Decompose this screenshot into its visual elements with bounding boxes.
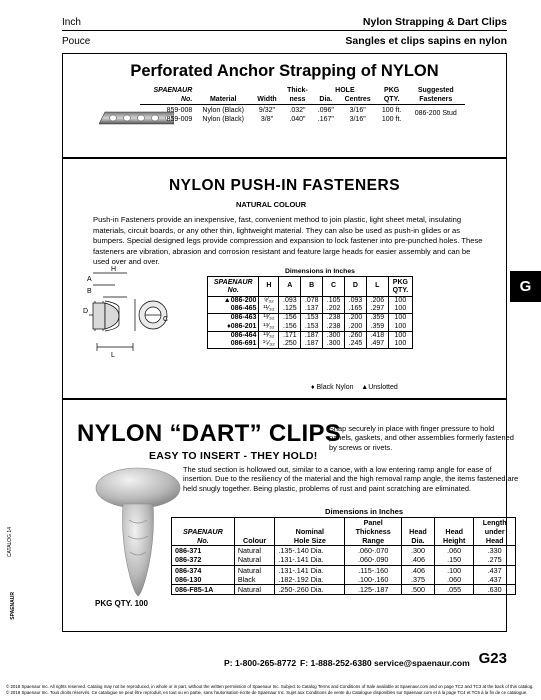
dim-l: .297	[366, 305, 388, 314]
legend-black-nylon: ♦ Black Nylon	[311, 384, 354, 391]
dim-l: .418	[366, 331, 388, 340]
part-number: ♦086-201	[208, 323, 259, 332]
dart-section	[62, 399, 519, 632]
colour: Natural	[234, 585, 275, 595]
dim-b: .137	[301, 305, 323, 314]
col-no: No.	[197, 536, 209, 545]
nominal-hole-size: .131-.141 Dia.	[275, 565, 345, 575]
col-length-a: Length	[482, 518, 507, 527]
head-height: .060	[434, 546, 473, 556]
nominal-hole-size: .135-.140 Dia.	[275, 546, 345, 556]
label-a: A	[87, 276, 92, 283]
col-spaenaur: SPAENAUR	[213, 279, 253, 286]
table-row	[172, 555, 516, 565]
header-divider	[62, 30, 507, 31]
pkg-qty: 100 ft.	[381, 107, 402, 114]
dim-c: .202	[323, 305, 345, 314]
label-h: H	[111, 266, 117, 273]
pushin-title: NYLON PUSH-IN FASTENERS	[168, 177, 401, 194]
pkg-qty: 100 ft.	[381, 115, 402, 123]
dim-b: .153	[301, 323, 323, 332]
col-width: Width	[252, 96, 282, 105]
dim-h: ¹¹⁄₃₂	[259, 305, 279, 314]
pushin-subtitle: NATURAL COLOUR	[236, 200, 307, 209]
material: Nylon (Black)	[202, 107, 245, 114]
label-d: D	[83, 308, 89, 315]
part-number: 086-372	[172, 555, 235, 565]
col-colour: Colour	[234, 518, 275, 546]
dim-a: .171	[279, 331, 301, 340]
table-row	[172, 585, 516, 595]
hole-dia: .096"	[317, 107, 334, 114]
dart-description-1: Snap securely in place with finger pressure to hold panels, gaskets, and other assemblies formerly fastened by screws or rivets.	[329, 424, 514, 452]
col-spaenaur: SPAENAUR	[153, 87, 193, 94]
length-under-head: .437	[474, 565, 516, 575]
pushin-section	[62, 158, 507, 399]
page-number: G23	[478, 650, 507, 667]
pushin-table	[207, 276, 413, 349]
legend-unslotted: ▲Unslotted	[361, 384, 398, 391]
dim-h: ¹³⁄₃₂	[259, 314, 279, 323]
length-under-head: .437	[474, 575, 516, 585]
dim-a: .250	[279, 340, 301, 349]
length-under-head: .630	[474, 585, 516, 595]
footer-legal: © 2018 Spaenaur Inc. All rights reserved. Catalog may not be reproduced, in whole or in part, without the written permission of Spaenaur Inc. Subject to Catalog Terms and Conditions of Sale available at Spaenaur.com and on page TC2 and TC3 at the back of this catalog. © 2018 Spaenaur Inc. Tous droits réservés. Ce catalogue ne peut être reproduit, en tout ou en partie, sans l'autorisation écrite de Spaenaur Inc. Sujet aux Conditions de vente du Catalogue disponibles sur Spaenaur.com et à la page TC4 et TC5 à la fin de ce catalogue.	[6, 684, 534, 695]
header-title-en: Nylon Strapping & Dart Clips	[362, 16, 507, 28]
head-dia: .375	[401, 575, 434, 585]
dim-l: .359	[366, 323, 388, 332]
col-no: No.	[140, 96, 194, 105]
col-no: No.	[227, 286, 239, 294]
part-number: 859-009	[166, 115, 193, 123]
table-row	[172, 565, 516, 575]
dim-c: .238	[323, 323, 345, 332]
col-dia: Dia.	[313, 96, 339, 105]
dim-b: .153	[301, 314, 323, 323]
section-tab-g: G	[510, 271, 541, 302]
nominal-hole-size: .131-.141 Dia.	[275, 555, 345, 565]
head-dia: .500	[401, 585, 434, 595]
dart-description-2: The stud section is hollowed out, similar to a canoe, with a low entering ramp angle for ease of insertion. Due to the resiliency of the material and the high removal ramp angle, the items fastened are held snugly together. Being plastic, problems of rust and paint scratching are eliminated.	[183, 465, 519, 493]
head-height: .060	[434, 575, 473, 585]
dim-d: .093	[345, 297, 367, 306]
col-l: L	[366, 277, 388, 297]
contact-email[interactable]: service@spaenaur.com	[374, 658, 470, 668]
col-nominal	[275, 518, 345, 546]
part-number: 086-463	[208, 314, 259, 323]
dim-h: ¹³⁄₃₂	[259, 323, 279, 332]
table-row	[208, 314, 413, 323]
dim-d: .200	[345, 314, 367, 323]
head-height: .150	[434, 555, 473, 565]
table-row	[172, 575, 516, 585]
strapping-table	[140, 87, 465, 124]
nominal-hole-size: .250-.260 Dia.	[275, 585, 345, 595]
col-panel	[345, 518, 402, 546]
panel-thickness: .060-.070	[345, 546, 402, 556]
material: Nylon (Black)	[202, 115, 245, 123]
length-under-head: .275	[474, 555, 516, 565]
col-pkg: PKG	[392, 279, 408, 286]
dim-a: .156	[279, 323, 301, 332]
col-centres: Centres	[339, 96, 377, 105]
col-length	[474, 518, 516, 546]
colour: Natural	[234, 565, 275, 575]
col-head-dia-a: Head	[409, 527, 427, 536]
col-qty: QTY.	[377, 96, 407, 105]
strapping-title: Perforated Anchor Strapping of NYLON	[130, 62, 439, 80]
head-height: .055	[434, 585, 473, 595]
width: 3/8"	[260, 115, 274, 123]
col-suggested: Suggested	[417, 87, 454, 94]
head-dia: .406	[401, 555, 434, 565]
dim-b: .187	[301, 331, 323, 340]
col-spaenaur: SPAENAUR	[183, 527, 223, 536]
col-panel-c: Range	[362, 536, 385, 545]
col-panel-a: Panel	[363, 518, 383, 527]
side-brand: SPAENAUR	[10, 592, 16, 620]
hole-centres: 3/16"	[349, 107, 366, 114]
colour: Black	[234, 575, 275, 585]
col-length-b: under	[484, 527, 505, 536]
col-head-height-b: Height	[443, 536, 466, 545]
dim-d: .200	[345, 323, 367, 332]
part-number: 086-371	[172, 546, 235, 556]
label-l: L	[111, 352, 115, 359]
table-row	[208, 297, 413, 306]
col-head-dia	[401, 518, 434, 546]
table-row	[208, 331, 413, 340]
col-head-dia-b: Dia.	[411, 536, 425, 545]
head-dia: .406	[401, 565, 434, 575]
contact-phone: P: 1-800-265-8772	[224, 658, 297, 668]
header-title-fr: Sangles et clips sapins en nylon	[345, 35, 507, 47]
head-dia: .300	[401, 546, 434, 556]
dim-d: .165	[345, 305, 367, 314]
col-length-c: Head	[485, 536, 504, 545]
part-number: 086-F85-1A	[172, 585, 235, 595]
col-d: D	[345, 277, 367, 297]
table-row	[172, 546, 516, 556]
dim-l: .206	[366, 297, 388, 306]
pushin-dimension-diagram	[83, 263, 171, 363]
col-panel-b: Thickness	[355, 527, 391, 536]
label-c: C	[163, 316, 169, 323]
dim-b: .187	[301, 340, 323, 349]
part-number: 086-465	[208, 305, 259, 314]
pkg-qty: 100	[388, 331, 412, 340]
col-qty: QTY.	[392, 286, 409, 294]
panel-thickness: .125-.187	[345, 585, 402, 595]
dart-table	[171, 517, 516, 595]
dim-c: .300	[323, 331, 345, 340]
col-b: B	[301, 277, 323, 297]
table-row	[208, 340, 413, 349]
part-number: 086-464	[208, 331, 259, 340]
col-spaenaur-no	[208, 277, 259, 297]
dim-a: .093	[279, 297, 301, 306]
width: 9/32"	[258, 107, 276, 114]
dim-b: .078	[301, 297, 323, 306]
colour: Natural	[234, 555, 275, 565]
col-head-height-a: Head	[445, 527, 463, 536]
col-nominal-a: Nominal	[295, 527, 325, 536]
dart-clip-image	[93, 464, 183, 599]
table-row	[208, 305, 413, 314]
dim-h: ¹⁵⁄₃₂	[259, 340, 279, 349]
col-thickness-a: Thick-	[287, 87, 308, 94]
pkg-qty: 100	[388, 340, 412, 349]
col-thickness-b: ness	[282, 96, 313, 105]
part-number: ▲086-200	[208, 297, 259, 306]
hole-centres: 3/16"	[349, 115, 366, 123]
dart-table-caption: Dimensions in Inches	[325, 507, 404, 516]
dim-h: ⁹⁄₃₂	[259, 297, 279, 306]
col-head-height	[434, 518, 473, 546]
part-number: 859-008	[166, 107, 193, 114]
col-c: C	[323, 277, 345, 297]
dim-d: .245	[345, 340, 367, 349]
nominal-hole-size: .182-.192 Dia.	[275, 575, 345, 585]
side-catalog: CATALOG 14	[7, 527, 13, 558]
table-row	[208, 323, 413, 332]
dim-a: .125	[279, 305, 301, 314]
pkg-qty: 100	[388, 305, 412, 314]
table-row	[140, 105, 465, 116]
pkg-qty: 100	[388, 297, 412, 306]
contact-fax: F: 1-888-252-6380	[300, 658, 372, 668]
part-number: 086-374	[172, 565, 235, 575]
dim-d: .260	[345, 331, 367, 340]
suggested-fastener: 086-200 Stud	[414, 110, 457, 118]
label-b: B	[87, 288, 92, 295]
dim-c: .300	[323, 340, 345, 349]
dart-subtitle: EASY TO INSERT - THEY HOLD!	[149, 450, 318, 462]
header-inch: Inch	[62, 17, 81, 28]
col-fasteners: Fasteners	[407, 96, 465, 105]
thickness: .032"	[289, 107, 306, 114]
col-a: A	[279, 277, 301, 297]
dim-h: ¹³⁄₃₂	[259, 331, 279, 340]
dim-l: .497	[366, 340, 388, 349]
head-height: .100	[434, 565, 473, 575]
colour: Natural	[234, 546, 275, 556]
col-spaenaur-no	[172, 518, 235, 546]
dart-title: NYLON “DART” CLIPS	[77, 420, 342, 447]
col-pkg-qty	[388, 277, 412, 297]
panel-thickness: .060-.090	[345, 555, 402, 565]
panel-thickness: .115-.160	[345, 565, 402, 575]
col-nominal-b: Hole Size	[293, 536, 326, 545]
panel-thickness: .100-.160	[345, 575, 402, 585]
pushin-table-caption: Dimensions in Inches	[285, 268, 355, 275]
part-number: 086-130	[172, 575, 235, 585]
col-material: Material	[194, 96, 252, 105]
length-under-head: .330	[474, 546, 516, 556]
header-pouce: Pouce	[62, 36, 91, 47]
part-number: 086-691	[208, 340, 259, 349]
pkg-qty: 100	[388, 314, 412, 323]
dim-a: .156	[279, 314, 301, 323]
pushin-legend	[311, 384, 398, 391]
hole-dia: .167"	[317, 115, 334, 123]
dim-c: .238	[323, 314, 345, 323]
col-pkg: PKG	[384, 87, 400, 94]
dim-c: .105	[323, 297, 345, 306]
pkg-qty: 100	[388, 323, 412, 332]
col-hole: HOLE	[335, 87, 355, 94]
thickness: .040"	[289, 115, 306, 123]
pushin-description: Push-in Fasteners provide an inexpensive, fast, convenient method to join plastic, light sheet metal, insulating materials, circuit boards, or any other thin, lightweight material. They can also be used as push-in glides or as bumpers. Special designed legs provide compression and expansion to lock fastener into pre-punched holes. These fasteners are vibration, abrasion and corrosion resistant and feature large heads for easier assembly and can be used over and over.	[93, 215, 483, 267]
dim-l: .359	[366, 314, 388, 323]
dart-pkg-qty: PKG QTY. 100	[95, 599, 148, 608]
col-h: H	[259, 277, 279, 297]
